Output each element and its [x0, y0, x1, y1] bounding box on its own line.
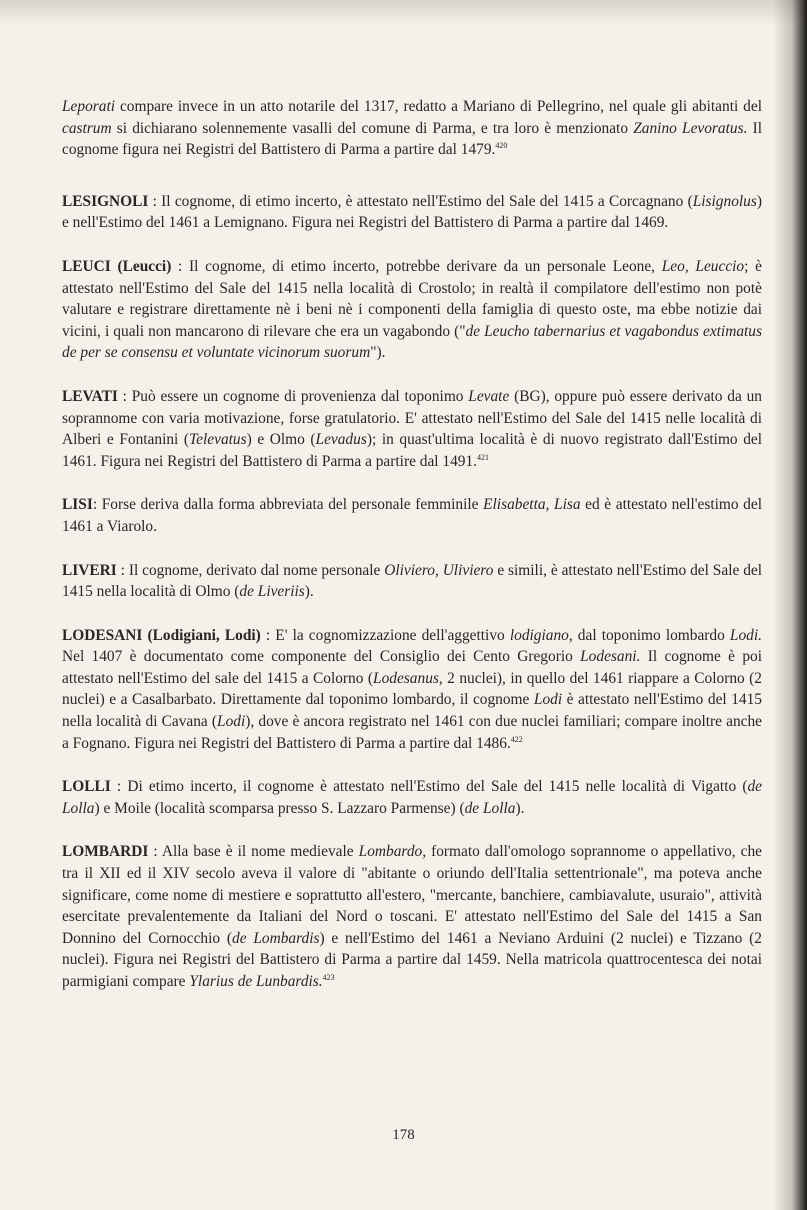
entry-heading: LOLLI [62, 778, 111, 796]
footnote-ref: 421 [477, 452, 490, 462]
entry-leuci: LEUCI (Leucci) : Il cognome, di etimo incerto, potrebbe derivare da un personale Leone, Leo, Leuccio; è attestato nell'Estimo del Sale del 1415 nella località di Crostolo; in realtà il compilatore dell'estimo non potè valutare e registrare direttamente nè i beni nè i componenti della famiglia di questo oste, ma ebbe notizie dai vicini, i quali non mancarono di rilevare che era un vagabondo ("de Leucho tabernarius et vagabondus extimatus de per se consensu et voluntate vicinorum suorum"). [62, 257, 762, 362]
entry-leporati: Leporati compare invece in un atto notarile del 1317, redatto a Mariano di Pellegrino, nel quale gli abitanti del castrum si dichiarano solennemente vasalli del comune di Parma, e tra loro è menzionato Zanino Levoratus. Il cognome figura nei Registri del Battistero di Parma a partire dal 1479.$^{420}$ [62, 98, 762, 159]
entry-heading: LESIGNOLI [62, 192, 149, 210]
entry-lodesani: LODESANI (Lodigiani, Lodi) : E' la cognomizzazione dell'aggettivo lodigiano, dal toponimo lombardo Lodi. Nel 1407 è documentato come componente del Consiglio dei Cento Gregorio Lodesani. Il cognome è poi attestato nell'Estimo del sale del 1415 a Colorno (Lodesanus, 2 nuclei), in quello del 1461 riappare a Colorno (2 nuclei) e a Casalbarbato. Direttamente dal toponimo lombardo, il cognome Lodi è attestato nell'Estimo del 1415 nella località di Cavana (Lodi), dove è ancora registrato nel 1461 con due nuclei familiari; compare inoltre anche a Fognano. Figura nei Registri del Battistero di Parma a partire dal 1486.$^{422}$ [62, 626, 762, 752]
page-body [62, 96, 762, 1015]
entry-heading: LIVERI [62, 561, 117, 579]
entry-heading: LOMBARDI [62, 843, 149, 861]
page-number: 178 [392, 1127, 415, 1143]
page-top-shadow [0, 0, 807, 26]
entry-heading: LEUCI (Leucci) [62, 257, 172, 275]
entry-lolli: LOLLI : Di etimo incerto, il cognome è attestato nell'Estimo del Sale del 1415 nelle località di Vigatto (de Lolla) e Moile (località scomparsa presso S. Lazzaro Parmense) (de Lolla). [62, 778, 762, 817]
entry-heading: LEVATI [62, 387, 118, 405]
entry-lisi: LISI: Forse deriva dalla forma abbreviata del personale femminile Elisabetta, Lisa ed è attestato nell'estimo del 1461 a Viarolo. [62, 496, 762, 535]
footnote-ref: 420 [495, 141, 508, 151]
entry-heading: LODESANI (Lodigiani, Lodi) [62, 626, 261, 644]
entry-heading: LISI [62, 496, 93, 514]
page-binding-shadow [773, 0, 807, 1210]
entry-lombardi: LOMBARDI : Alla base è il nome medievale Lombardo, formato dall'omologo soprannome o appellativo, che tra il XII ed il XIV secolo aveva il valore di "abitante o oriundo dell'Italia settentrionale", ma poteva anche significare, come nome di mestiere e soprattutto all'estero, "mercante, banchiere, cambiavalute, usuraio", attività esercitate prevalentemente da Italiani del Nord o toscani. E' attestato nell'Estimo del Sale del 1415 a San Donnino del Cornocchio (de Lombardis) e nell'Estimo del 1461 a Neviano Arduini (2 nuclei) e Tizzano (2 nuclei). Figura nei Registri del Battistero di Parma a partire dal 1459. Nella matricola quattrocentesca dei notai parmigiani compare Ylarius de Lunbardis.$^{423}$ [62, 843, 762, 990]
entry-levati: LEVATI : Può essere un cognome di provenienza dal toponimo Levate (BG), oppure può essere derivato da un soprannome con varia motivazione, forse gratulatorio. E' attestato nell'Estimo del Sale del 1415 nelle località di Alberi e Fontanini (Televatus) e Olmo (Levadus); in quast'ultima località è di nuovo registrato dall'Estimo del 1461. Figura nei Registri del Battistero di Parma a partire dal 1491.$^{421}$ [62, 387, 762, 470]
footnote-ref: 422 [510, 734, 523, 744]
entry-lesignoli: LESIGNOLI : Il cognome, di etimo incerto, è attestato nell'Estimo del Sale del 1415 a Corcagnano (Lisignolus) e nell'Estimo del 1461 a Lemignano. Figura nei Registri del Battistero di Parma a partire dal 1469. [62, 192, 762, 232]
entry-liveri: LIVERI : Il cognome, derivato dal nome personale Oliviero, Uliviero e simili, è attestato nell'Estimo del Sale del 1415 nella località di Olmo (de Liveriis). [62, 561, 762, 601]
footnote-ref: 423 [322, 973, 335, 982]
